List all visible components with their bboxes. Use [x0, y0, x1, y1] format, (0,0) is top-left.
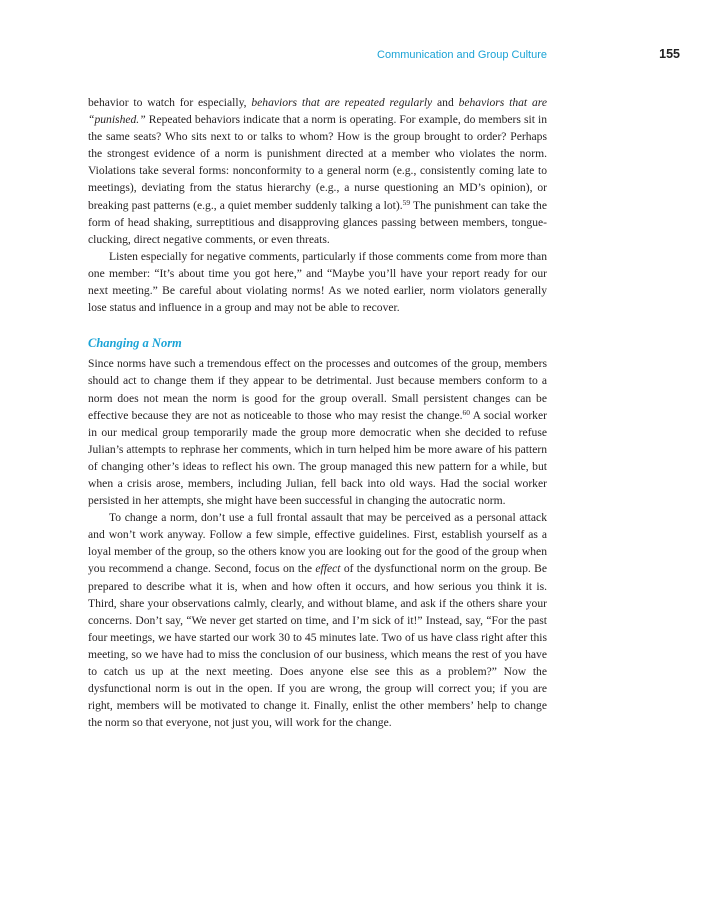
paragraph-4-emphasis: effect: [315, 562, 341, 576]
running-head: Communication and Group Culture: [377, 49, 547, 61]
paragraph-1-emphasis-a: behaviors that are repeated regularly: [251, 96, 433, 109]
paragraph-1-text-a: behavior to watch for especially,: [88, 96, 252, 109]
paragraph-3-text-b: A social worker in our medical group temporarily made the group more democratic when she decided to refuse Julian’s attempts to rephrase her comments, which in turn helped him be more aware of his pattern of changing other’s ideas to reflect his own. The group managed this new pattern for a while, but when a crisis arose, members, including Julian, fell back into old ways. Had the social worker persisted in her attempts, she might have been successful in changing the autocratic norm.: [88, 408, 547, 508]
footnote-ref-59: 59: [402, 197, 411, 207]
paragraph-3: [88, 355, 547, 509]
paragraph-4-text-b: of the dysfunctional norm on the group. Be prepared to describe what it is, when and how often it occurs, and how serious you think it is. Third, share your observations calmly, clearly, and without blame, and ask if the others share your concerns. Don’t say, “We never get started on time, and I’m sick of it!” Instead, say, “For the past four meetings, we have started our work 30 to 45 minutes late. Two of us have class right after this meeting, so we have had to miss the conclusion of our business, which means the rest of you have to catch us up at the next meeting. Does anyone else see this as a problem?” Now the dysfunctional norm is out in the open. If you are wrong, the group will correct you; if you are right, members will be motivated to change it. Finally, enlist the other members’ help to change the norm so that everyone, not just you, will work for the change.: [88, 562, 547, 730]
paragraph-4-text-a: To change a norm, don’t use a full frontal assault that may be perceived as a personal attack and won’t work anyway. Follow a few simple, effective guidelines. First, establish yourself as a loyal member of the group, so the others know you are looking out for the good of the group when you recommend a change. Second, focus on the: [88, 511, 547, 576]
paragraph-1-text-b: and: [432, 96, 459, 109]
paragraph-1: [88, 94, 547, 248]
paragraph-1-text-c: Repeated behaviors indicate that a norm is operating. For example, do members sit in the same seats? Who sits next to or talks to whom? How is the group brought to order? Perhaps the strongest evidence of a norm is punishment directed at a member who violates the norm. Violations take several forms: nonconformity to a general norm (e.g., consistently coming late to meetings), deviating from the status hierarchy (e.g., a nurse questioning an MD’s opinion), or breaking past patterns (e.g., a quiet member suddenly talking a lot).: [88, 113, 547, 212]
paragraph-4: [88, 509, 547, 731]
footnote-ref-60: 60: [462, 407, 470, 417]
body-text: [88, 94, 547, 731]
paragraph-1-text-d: The punishment can take the form of head shaking, surreptitious and disapproving glances passing between members, tongue-clucking, direct negative comments, or even threats.: [88, 198, 547, 246]
paragraph-3-text-a: Since norms have such a tremendous effect on the processes and outcomes of the group, members should act to change them if they appear to be detrimental. Just because members conform to a norm does not mean the norm is good for the group overall. Small persistent changes can be effective because they are not as noticeable to those who may resist the change.: [88, 357, 547, 422]
page-number: 155: [659, 47, 680, 61]
paragraph-1-emphasis-b: behaviors that are “punished.”: [88, 96, 547, 127]
paragraph-2: Listen especially for negative comments, particularly if those comments come from more than one member: “It’s about time you got here,” and “Maybe you’ll have your report ready for our next meeting.” Be careful about violating norms! As we noted earlier, norm violators generally lose status and influence in a group and may not be able to recover.: [88, 249, 547, 315]
section-heading: Changing a Norm: [88, 336, 182, 351]
